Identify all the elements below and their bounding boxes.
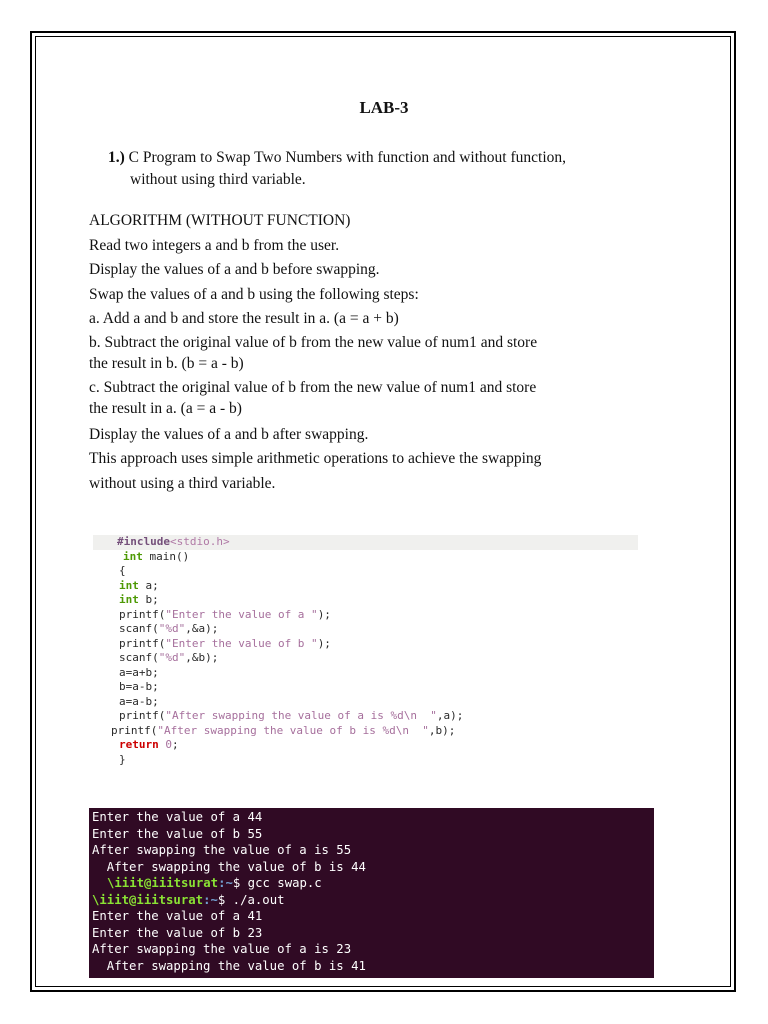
- code-line-stmt: b=a-b;: [119, 680, 159, 693]
- terminal-prompt: \iiit@iiitsurat:~$ gcc swap.c: [107, 876, 322, 890]
- code-line-decl-a: int a;: [119, 578, 159, 592]
- algorithm-section: [89, 209, 689, 496]
- algorithm-step: Read two integers a and b from the user.: [89, 236, 340, 254]
- algorithm-heading: ALGORITHM (WITHOUT FUNCTION): [89, 212, 351, 229]
- code-line-stmt: a=a+b;: [119, 665, 159, 679]
- terminal-line: After swapping the value of a is 23: [92, 942, 352, 956]
- terminal-prompt: \iiit@iiitsurat:~$ ./a.out: [92, 892, 285, 907]
- code-screenshot: [93, 535, 638, 775]
- terminal-line: Enter the value of a 44: [92, 810, 263, 824]
- algorithm-step: a. Add a and b and store the result in a. (a = a + b): [89, 310, 399, 327]
- code-line-scanf-a: scanf("%d",&a);: [119, 622, 219, 635]
- terminal-line: Enter the value of b 23: [92, 925, 263, 940]
- terminal-line: Enter the value of a 41: [92, 909, 263, 923]
- terminal-line: After swapping the value of b is 41: [92, 958, 366, 973]
- code-line-return: return 0;: [119, 738, 179, 751]
- question-number: 1.): [108, 149, 125, 166]
- code-line-open-brace: {: [119, 564, 126, 577]
- algorithm-step: Swap the values of a and b using the following steps:: [89, 285, 419, 303]
- terminal-output: [89, 808, 654, 978]
- algorithm-step: Display the values of a and b after swapping.: [89, 425, 369, 443]
- document-title: LAB-3: [359, 98, 409, 117]
- terminal-line: After swapping the value of b is 44: [92, 859, 366, 874]
- code-line-printf-result-a: printf("After swapping the value of a is %d\n ",a);: [119, 709, 464, 722]
- algorithm-note: without using a third variable.: [89, 474, 276, 492]
- algorithm-step: Display the values of a and b before swapping.: [89, 261, 380, 278]
- algorithm-note: This approach uses simple arithmetic operations to achieve the swapping: [89, 450, 542, 467]
- code-line-printf-result-b: printf("After swapping the value of b is %d\n ",b);: [111, 723, 456, 737]
- code-line-main: int main(): [123, 549, 190, 563]
- terminal-line: Enter the value of b 55: [92, 826, 263, 841]
- terminal-line: After swapping the value of a is 55: [92, 843, 352, 857]
- code-line-scanf-b: scanf("%d",&b);: [119, 651, 219, 664]
- algorithm-step-b: [89, 332, 689, 374]
- code-line-include: #include<stdio.h>: [117, 535, 230, 548]
- question-line: C Program to Swap Two Numbers with function and without function,: [124, 149, 566, 166]
- algorithm-step-line: the result in a. (a = a - b): [89, 400, 242, 417]
- algorithm-step-line: the result in b. (b = a - b): [89, 354, 244, 372]
- algorithm-step-c: [89, 377, 689, 419]
- question-text: [108, 147, 648, 191]
- code-line-printf-a: printf("Enter the value of a ");: [119, 607, 331, 621]
- question-continuation: without using third variable.: [130, 171, 306, 188]
- code-line-printf-b: printf("Enter the value of b ");: [119, 636, 331, 650]
- algorithm-step-line: b. Subtract the original value of b from the new value of num1 and store: [89, 333, 538, 351]
- algorithm-step-line: c. Subtract the original value of b from the new value of num1 and store: [89, 379, 537, 396]
- code-line-stmt: a=a-b;: [119, 694, 159, 708]
- code-line-decl-b: int b;: [119, 593, 159, 606]
- code-line-close-brace: }: [119, 752, 126, 766]
